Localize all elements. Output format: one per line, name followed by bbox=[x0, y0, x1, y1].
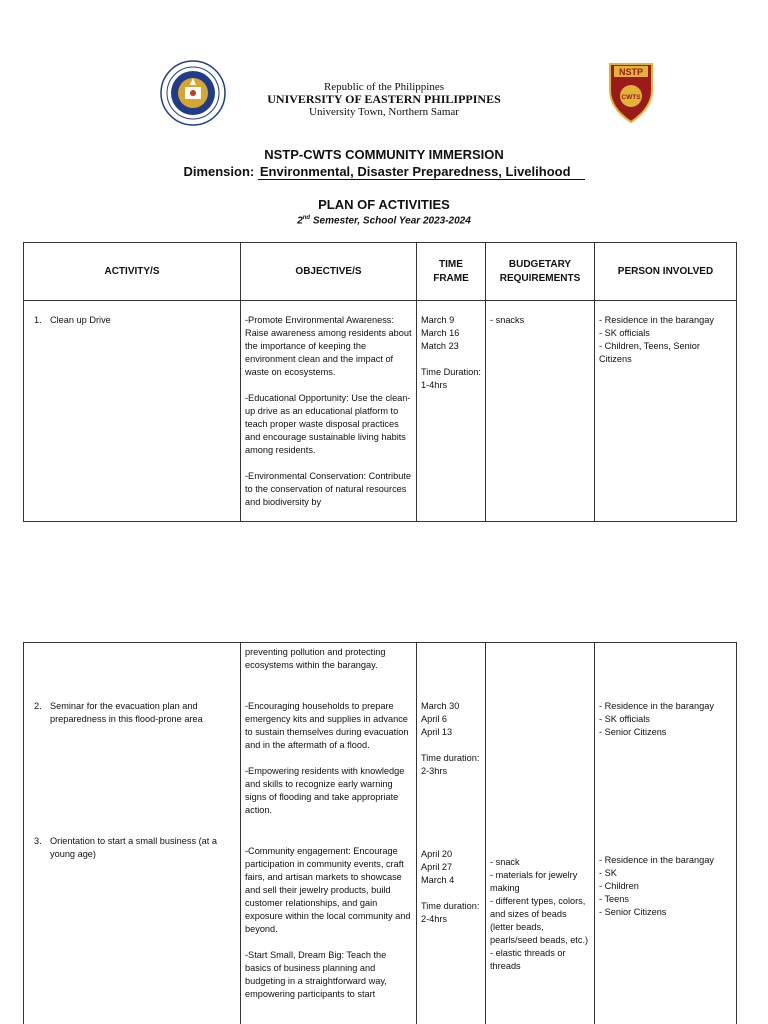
table-row bbox=[24, 643, 737, 1024]
activities-table-page1 bbox=[23, 242, 737, 522]
nstp-logo-text: NSTP bbox=[618, 67, 644, 77]
objective-cell: preventing pollution and protecting ecosystems within the barangay. -Encouraging households to prepare emergency kits and supplies in advance to sustain themselves during evacuation and in the aftermath of a flood. -Empowering residents with knowledge and skills to recognize early warning signs of flooding and take appropriate action. -Community engagement: Encourage participation in community events, craft fairs, and artisan markets to showcase and sell their jewelry products, build customer relationships, and gain exposure within the local community and beyond. -Start Small, Dream Big: Teach the basics of business planning and budgeting in a straightforward way, empowering participants to start bbox=[241, 643, 417, 1024]
university-name: UNIVERSITY OF EASTERN PHILIPPINES bbox=[267, 92, 501, 106]
activity-cell: 2. Seminar for the evacuation plan and preparedness in this flood-prone area 3. Orientation to start a small business (at a young age) bbox=[24, 643, 241, 1024]
table-header-row bbox=[24, 243, 737, 301]
dimension-value: Environmental, Disaster Preparedness, Livelihood bbox=[258, 164, 585, 180]
semester-line: 2nd Semester, School Year 2023-2024 bbox=[297, 215, 471, 227]
dimension-line bbox=[0, 164, 768, 180]
immersion-title: NSTP-CWTS COMMUNITY IMMERSION bbox=[264, 147, 504, 162]
time-frame-cell: March 9 March 16 Match 23 Time Duration: 1-4hrs bbox=[417, 301, 486, 522]
person-cell: - Residence in the barangay - SK officials - Senior Citizens - Residence in the barangay - SK - Children - Teens - Senior Citizens bbox=[595, 643, 737, 1024]
budget-cell: - snack - materials for jewelry making - different types, colors, and sizes of beads (letter beads, pearls/seed beads, etc.) - elastic threads or threads bbox=[486, 643, 595, 1024]
budget-cell: - snacks bbox=[486, 301, 595, 522]
table-row bbox=[24, 301, 737, 522]
activities-table-page2 bbox=[23, 642, 737, 1024]
header-budget: BUDGETARY REQUIREMENTS bbox=[486, 243, 595, 301]
university-town: University Town, Northern Samar bbox=[309, 106, 459, 118]
header-objective: OBJECTIVE/S bbox=[241, 243, 417, 301]
cwts-logo-text: CWTS bbox=[621, 94, 641, 101]
time-frame-cell: March 30 April 6 April 13 Time duration: 2-3hrs April 20 April 27 March 4 Time duration: 2-4hrs bbox=[417, 643, 486, 1024]
republic-line: Republic of the Philippines bbox=[323, 81, 445, 93]
header-time-frame: TIME FRAME bbox=[417, 243, 486, 301]
objective-cell: -Promote Environmental Awareness: Raise awareness among residents about the importance of keeping the environment clean and the impact of waste on ecosystems. -Educational Opportunity: Use the clean-up drive as an educational platform to teach proper waste disposal practices and encourage sustainable living habits among residents. -Environmental Conservation: Contribute to the conservation of natural resources and biodiversity by bbox=[241, 301, 417, 522]
header-person: PERSON INVOLVED bbox=[595, 243, 737, 301]
activity-cell: 1. Clean up Drive bbox=[24, 301, 241, 522]
header-activity: ACTIVITY/S bbox=[24, 243, 241, 301]
dimension-label: Dimension: bbox=[183, 164, 255, 179]
person-cell: - Residence in the barangay - SK officials - Children, Teens, Senior Citizens bbox=[595, 301, 737, 522]
plan-title: PLAN OF ACTIVITIES bbox=[318, 197, 450, 212]
